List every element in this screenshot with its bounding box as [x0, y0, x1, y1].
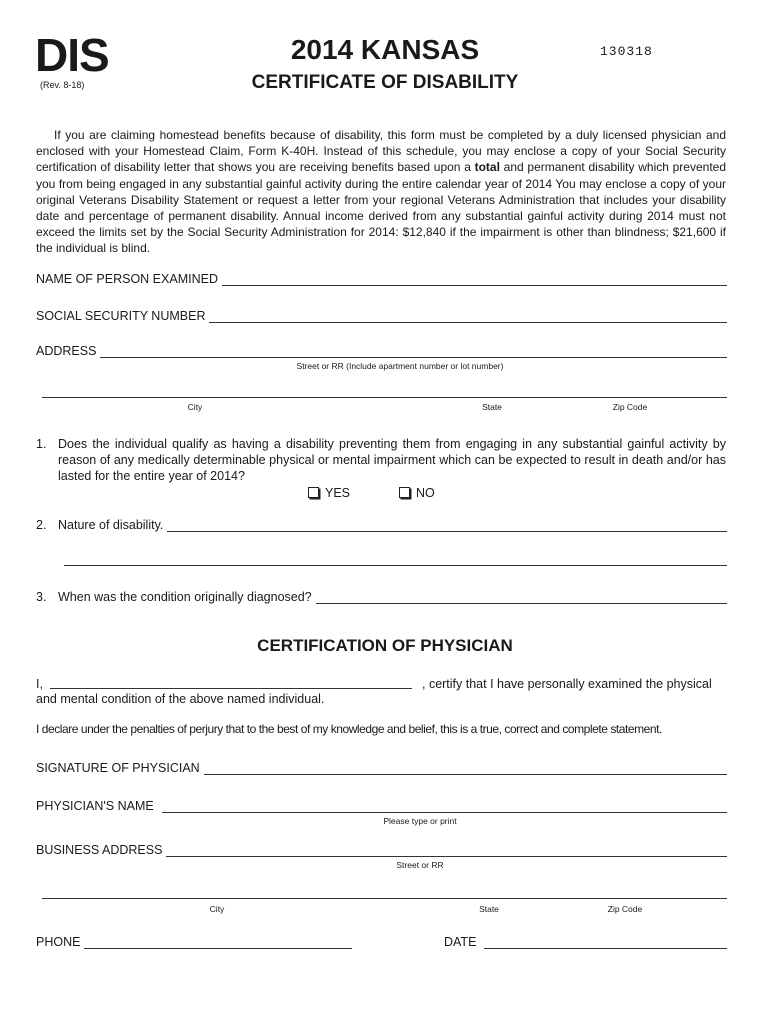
signature-field — [36, 761, 727, 775]
revision-note: (Rev. 8-18) — [40, 80, 85, 90]
phone-input[interactable] — [84, 937, 352, 949]
no-label: NO — [416, 486, 435, 500]
form-number: 130318 — [600, 44, 653, 59]
certify-continuation: and mental condition of the above named individual. — [36, 692, 325, 706]
yes-option[interactable] — [308, 486, 350, 500]
date-field — [444, 935, 727, 949]
phone-field — [36, 935, 352, 949]
date-input[interactable] — [484, 937, 727, 949]
ssn-input[interactable] — [209, 311, 727, 323]
certificate-title: CERTIFICATE OF DISABILITY — [251, 72, 519, 93]
person-name-input[interactable] — [222, 274, 727, 286]
question-1-number: 1. — [36, 437, 47, 451]
person-name-field — [36, 272, 727, 286]
instructions-text-1: If you are claiming homestead benefits because of disability, this form must be completed by a duly licensed physician and enclosed with your Homestead Claim, Form K-40H. Instead of this schedule, you may enclose a copy of your Social Security certification of disability letter that shows you are receiving benefits based upon a — [36, 128, 726, 175]
business-address-field — [36, 843, 727, 857]
physician-name-field — [36, 799, 727, 813]
business-address-label: BUSINESS ADDRESS — [36, 843, 163, 857]
disability-nature-input[interactable] — [167, 520, 727, 532]
question-1 — [36, 436, 726, 484]
city-hint: City — [187, 402, 203, 412]
physician-name-label: PHYSICIAN'S NAME — [36, 799, 154, 813]
question-3-number: 3. — [36, 590, 47, 604]
state-hint: State — [482, 402, 502, 412]
no-checkbox[interactable] — [399, 487, 410, 498]
phone-label: PHONE — [36, 935, 81, 949]
i-label: I, — [36, 677, 43, 691]
question-2-text: Nature of disability. — [58, 518, 164, 532]
question-2-number: 2. — [36, 518, 47, 532]
signature-label: SIGNATURE OF PHYSICIAN — [36, 761, 200, 775]
yes-checkbox[interactable] — [308, 487, 319, 498]
business-street-input[interactable] — [166, 845, 727, 857]
date-label: DATE — [444, 935, 477, 949]
question-3 — [36, 590, 727, 604]
zip-hint: Zip Code — [612, 402, 648, 412]
ssn-label: SOCIAL SECURITY NUMBER — [36, 309, 206, 323]
address-label: ADDRESS — [36, 344, 97, 358]
form-code: DIS — [35, 29, 109, 81]
question-3-text: When was the condition originally diagnosed? — [58, 590, 312, 604]
physician-section-title: CERTIFICATION OF PHYSICIAN — [257, 636, 513, 655]
instructions-text-2: and permanent disability which prevented you from being engaged in any substantial gainful activity during the entire calendar year of 2014 You may enclose a copy of your original Veterans Disability Statement or request a letter from your regional Veterans Administration that includes your disability date and percentage of permanent disability. Annual income derived from any substantial gainful activity during 2014 must not exceed the limits set by the Social Security Administration for 2014: $12,840 if the impairment is other than blindness; $21,600 if the individual is blind. — [36, 160, 726, 256]
signature-input[interactable] — [204, 763, 727, 775]
yes-label: YES — [325, 486, 351, 500]
perjury-declaration: I declare under the penalties of perjury that to the best of my knowledge and belief, this is a true, correct and complete statement. — [36, 722, 662, 736]
instructions-bold-word: total — [474, 160, 500, 175]
business-city-state-zip-input[interactable] — [42, 898, 727, 899]
instructions-paragraph — [36, 127, 726, 257]
person-name-label: NAME OF PERSON EXAMINED — [36, 272, 218, 286]
business-state-hint: State — [479, 904, 499, 914]
street-input[interactable] — [100, 346, 727, 358]
question-1-text: Does the individual qualify as having a disability preventing them from engaging in any substantial gainful activity by reason of any medically determinable physical or mental impairment which can be expected to result in death and/or has lasted for the entire year of 2014? — [58, 437, 726, 483]
address-field — [36, 344, 727, 358]
certify-text: , certify that I have personally examined the physical — [422, 677, 712, 691]
business-city-hint: City — [209, 904, 225, 914]
ssn-field — [36, 309, 727, 323]
form-year-title: 2014 KANSAS — [290, 34, 480, 65]
city-state-zip-input[interactable] — [42, 397, 727, 398]
disability-nature-input-2[interactable] — [64, 565, 727, 566]
no-option[interactable] — [399, 486, 435, 500]
street-hint: Street or RR (Include apartment number or lot number) — [296, 361, 504, 371]
business-street-hint: Street or RR — [396, 860, 444, 870]
business-zip-hint: Zip Code — [607, 904, 643, 914]
question-2 — [36, 518, 727, 532]
physician-name-input[interactable] — [162, 801, 727, 813]
diagnosis-date-input[interactable] — [316, 592, 727, 604]
physician-name-hint: Please type or print — [383, 816, 457, 826]
physician-certify-name-input[interactable] — [50, 688, 412, 689]
